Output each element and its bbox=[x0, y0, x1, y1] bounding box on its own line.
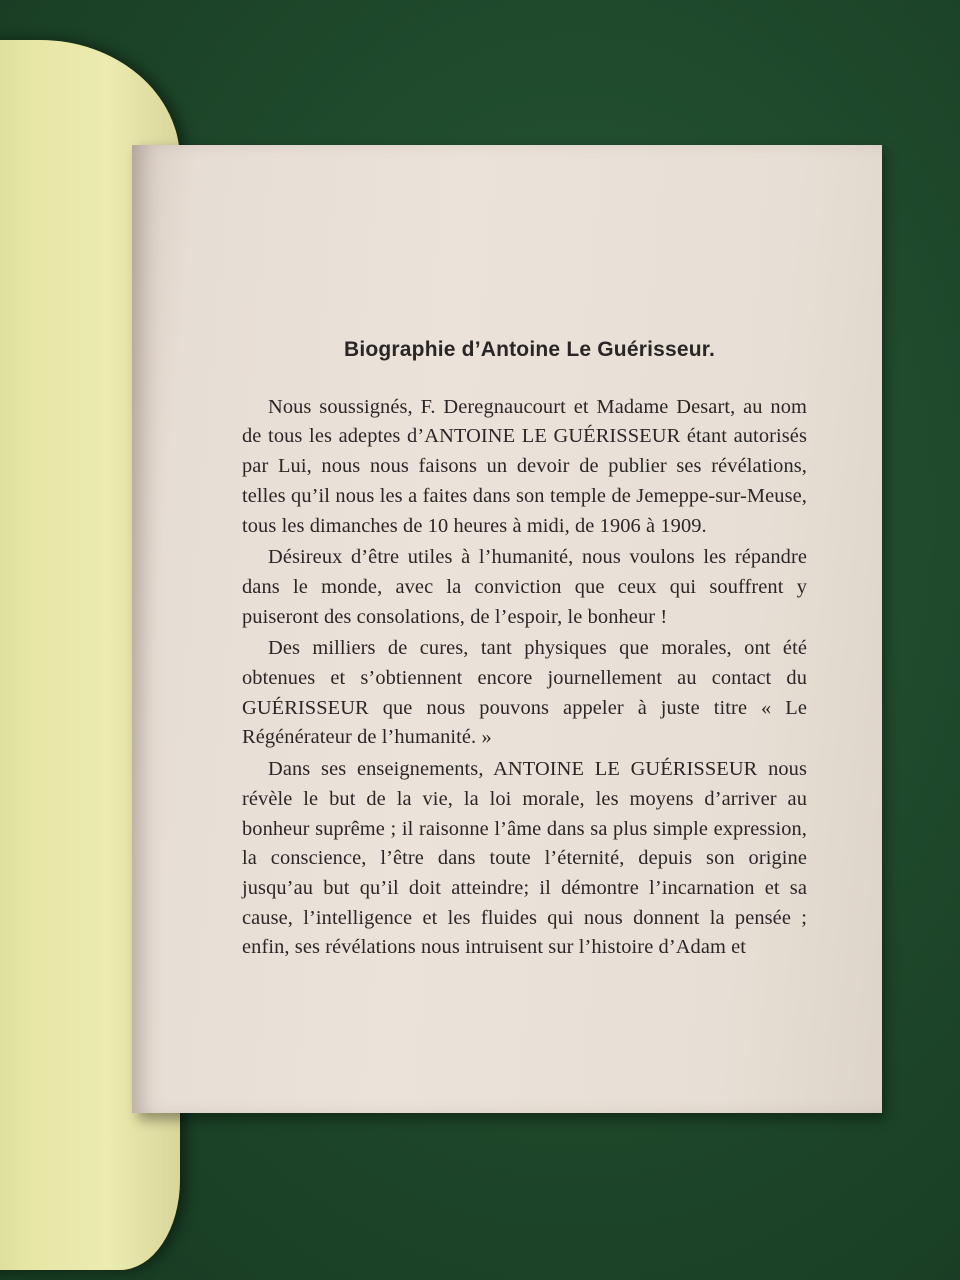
book-page bbox=[132, 145, 882, 1113]
page-text-block bbox=[242, 335, 807, 965]
paragraph-3: Des milliers de cures, tant physiques que morales, ont été obtenues et s’obtiennent encore journellement au contact du GUÉRISSEUR que nous pouvons appeler à juste titre « Le Régénérateur de l’humanité. » bbox=[242, 637, 807, 749]
page-title: Biographie d’Antoine Le Guérisseur. bbox=[343, 338, 716, 361]
paragraph-2: Désireux d’être utiles à l’humanité, nous voulons les répandre dans le monde, avec la conviction que ceux qui souffrent y puiseront des consolations, de l’espoir, le bonheur ! bbox=[242, 546, 807, 628]
paragraph-1: Nous soussignés, F. Deregnaucourt et Madame Desart, au nom de tous les adeptes d’ANTOINE LE GUÉRISSEUR étant autorisés par Lui, nous nous faisons un devoir de publier ses révélations, telles qu’il nous les a faites dans son temple de Jemeppe-sur-Meuse, tous les dimanches de 10 heures à midi, de 1906 à 1909. bbox=[242, 395, 807, 537]
paragraph-4: Dans ses enseignements, ANTOINE LE GUÉRISSEUR nous révèle le but de la vie, la loi morale, les moyens d’arriver au bonheur suprême ; il raisonne l’âme dans sa plus simple expression, la conscience, l’être dans toute l’éternité, depuis son origine jusqu’au but qu’il doit atteindre; il démontre l’incarnation et sa cause, l’intelligence et les fluides qui nous donnent la pensée ; enfin, ses révélations nous intruisent sur l’histoire d’Adam et bbox=[242, 758, 807, 959]
